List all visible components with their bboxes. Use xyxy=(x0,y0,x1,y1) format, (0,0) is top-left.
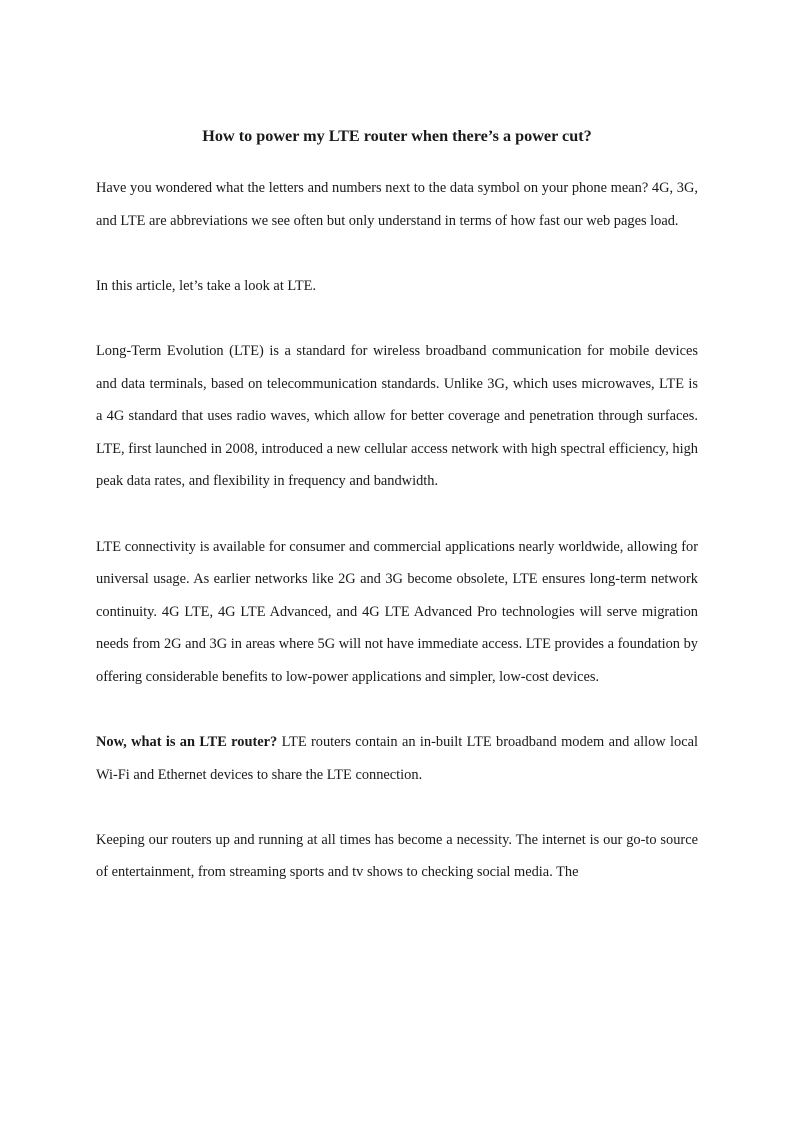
paragraph-lte-router xyxy=(96,726,698,791)
document-body xyxy=(96,120,698,922)
router-description: LTE routers contain an in-built LTE broadband modem and allow local Wi-Fi and Ethernet devices to share the LTE connection. xyxy=(96,734,698,783)
paragraph-article-intro: In this article, let’s take a look at LTE. xyxy=(96,277,317,294)
page-title: How to power my LTE router when there’s a power cut? xyxy=(202,127,592,145)
paragraph-lte-connectivity: LTE connectivity is available for consumer and commercial applications nearly worldwide, allowing for universal usage. As earlier networks like 2G and 3G become obsolete, LTE ensures long-term network continuity. 4G LTE, 4G LTE Advanced, and 4G LTE Advanced Pro technologies will serve migration needs from 2G and 3G in areas where 5G will not have immediate access. LTE provides a foundation by offering considerable benefits to low-power applications and simpler, low-cost devices. xyxy=(96,538,698,685)
paragraph-intro: Have you wondered what the letters and numbers next to the data symbol on your phone mean? 4G, 3G, and LTE are abbreviations we see often but only understand in terms of how fast our web pages load. xyxy=(96,180,698,229)
paragraph-lte-definition: Long-Term Evolution (LTE) is a standard for wireless broadband communication for mobile devices and data terminals, based on telecommunication standards. Unlike 3G, which uses microwaves, LTE is a 4G standard that uses radio waves, which allow for better coverage and penetration through surfaces. LTE, first launched in 2008, introduced a new cellular access network with high spectral efficiency, high peak data rates, and flexibility in frequency and bandwidth. xyxy=(96,342,698,490)
paragraph-keeping-routers: Keeping our routers up and running at all times has become a necessity. The internet is our go-to source of entertainment, from streaming sports and tv shows to checking social media. The xyxy=(96,831,698,881)
router-question-heading: Now, what is an LTE router? xyxy=(96,734,278,751)
